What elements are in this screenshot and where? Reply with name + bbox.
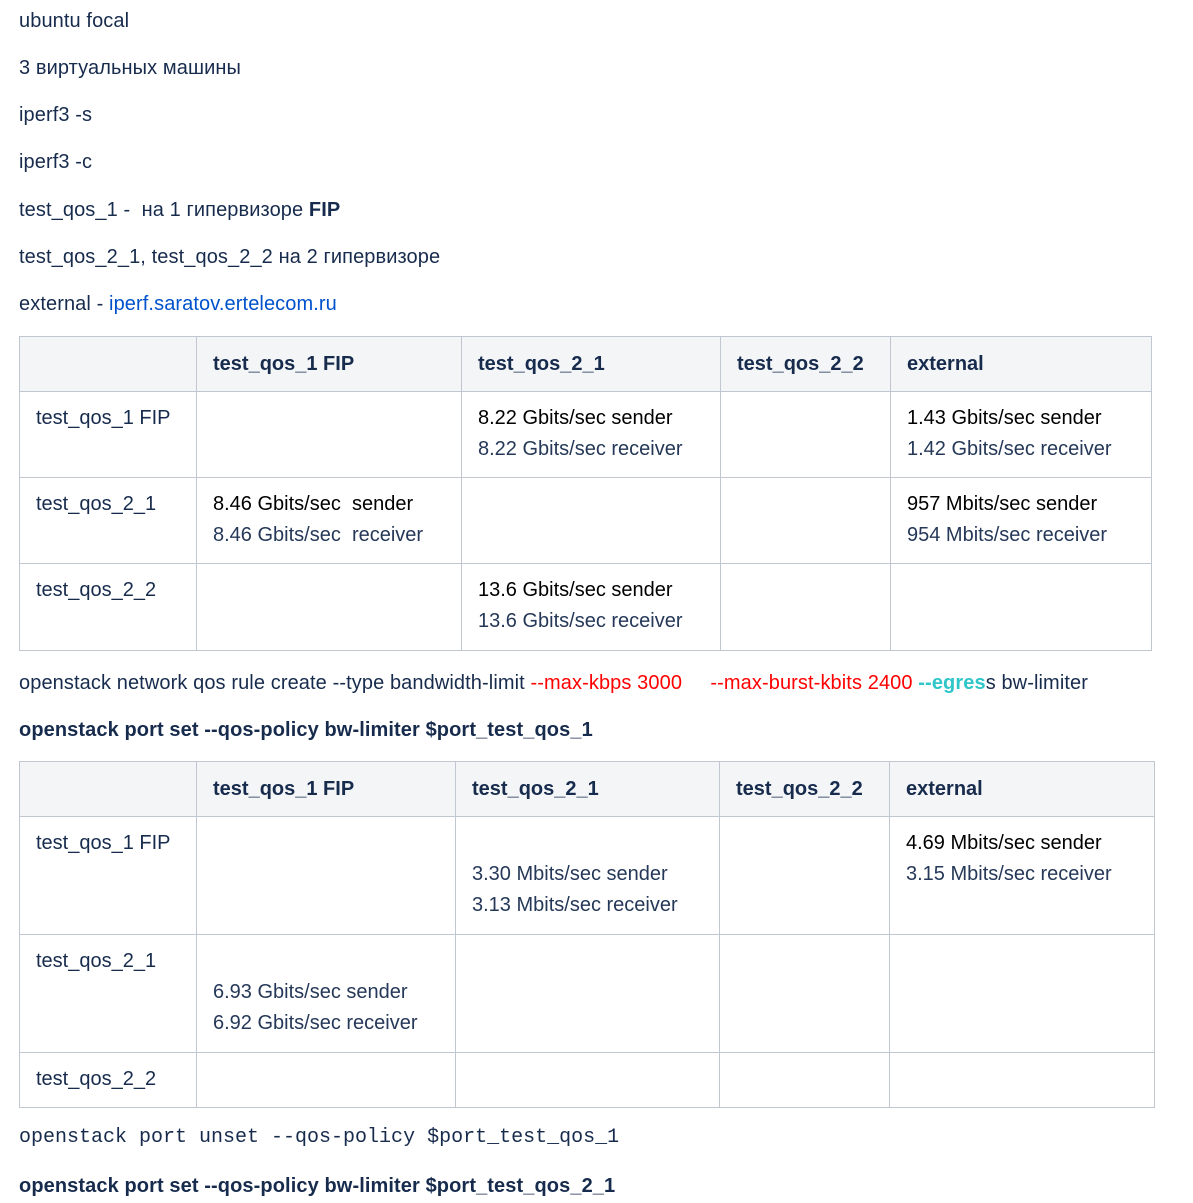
- vm1-line: [19, 198, 340, 222]
- qos-cmd-suffix: s bw-limiter: [985, 672, 1089, 694]
- sender-value: 4.69 Mbits/sec sender: [906, 832, 1102, 854]
- row-label: test_qos_1 FIP: [20, 392, 197, 478]
- table-cell: [721, 392, 891, 478]
- vm1-text: test_qos_1 - на 1 гипервизоре: [19, 199, 309, 221]
- results-table-qos: [19, 761, 1155, 1108]
- port-variable: $port_test_qos_2_1: [425, 1175, 616, 1197]
- external-link[interactable]: iperf.saratov.ertelecom.ru: [109, 293, 337, 315]
- receiver-value: 6.92 Gbits/sec receiver: [213, 1012, 418, 1034]
- table-cell: [720, 935, 890, 1053]
- qos-rule-create-line: [19, 671, 1088, 695]
- port-set-line-2: [19, 1174, 615, 1198]
- receiver-value: 8.46 Gbits/sec receiver: [213, 524, 424, 546]
- client-cmd-line: iperf3 -c: [19, 151, 93, 173]
- port-unset-code: openstack port unset --qos-policy $port_test_qos_1: [19, 1126, 620, 1149]
- table-cell: [891, 392, 1152, 478]
- receiver-value: 13.6 Gbits/sec receiver: [478, 610, 683, 632]
- table-cell: [197, 817, 456, 935]
- table-cell: [456, 817, 720, 935]
- row-label: test_qos_2_2: [20, 1053, 197, 1108]
- header-cell: test_qos_1 FIP: [197, 762, 456, 817]
- option-gap: [682, 672, 710, 694]
- table-cell: [197, 392, 462, 478]
- header-cell: [20, 337, 197, 392]
- table-cell: [197, 478, 462, 564]
- port-set-line-1: [19, 718, 593, 742]
- header-cell: test_qos_2_1: [462, 337, 721, 392]
- max-kbps-option: --max-kbps 3000: [530, 672, 683, 694]
- vm1-fip: FIP: [308, 199, 341, 221]
- sender-value: 13.6 Gbits/sec sender: [478, 579, 673, 601]
- table-cell: [456, 935, 720, 1053]
- receiver-value: 1.42 Gbits/sec receiver: [907, 438, 1112, 460]
- egress-option: --egres: [918, 672, 986, 694]
- table-cell: [890, 935, 1155, 1053]
- receiver-value: 954 Mbits/sec receiver: [907, 524, 1108, 546]
- receiver-value: 3.13 Mbits/sec receiver: [472, 894, 678, 916]
- table-cell: [197, 1053, 456, 1108]
- table-row: [20, 392, 1152, 478]
- table-cell: [890, 817, 1155, 935]
- table-cell: [721, 478, 891, 564]
- table-cell: [891, 564, 1152, 651]
- header-cell: external: [891, 337, 1152, 392]
- table-cell: [891, 478, 1152, 564]
- header-cell: external: [890, 762, 1155, 817]
- table-row: [20, 564, 1152, 651]
- sender-value: 6.93 Gbits/sec sender: [213, 981, 408, 1003]
- port-set-cmd: openstack port set --qos-policy bw-limiter: [19, 719, 426, 741]
- receiver-value: 3.15 Mbits/sec receiver: [906, 863, 1112, 885]
- sender-value: 957 Mbits/sec sender: [907, 493, 1098, 515]
- table-header-row: [20, 337, 1152, 392]
- header-cell: test_qos_1 FIP: [197, 337, 462, 392]
- sender-value: 1.43 Gbits/sec sender: [907, 407, 1102, 429]
- table-cell: [720, 817, 890, 935]
- table-cell: [462, 564, 721, 651]
- header-cell: test_qos_2_2: [720, 762, 890, 817]
- table-cell: [456, 1053, 720, 1108]
- table-row: [20, 1053, 1155, 1108]
- header-cell: test_qos_2_1: [456, 762, 720, 817]
- table-row: [20, 935, 1155, 1053]
- table-cell: [890, 1053, 1155, 1108]
- table-header-row: [20, 762, 1155, 817]
- receiver-value: 8.22 Gbits/sec receiver: [478, 438, 683, 460]
- row-label: test_qos_2_1: [20, 478, 197, 564]
- os-line: ubuntu focal: [19, 10, 130, 32]
- qos-cmd-prefix: openstack network qos rule create --type bandwidth-limit: [19, 672, 531, 694]
- row-label: test_qos_1 FIP: [20, 817, 197, 935]
- port-variable: $port_test_qos_1: [425, 719, 593, 741]
- max-burst-option: --max-burst-kbits 2400: [710, 672, 913, 694]
- sender-value: 3.30 Mbits/sec sender: [472, 863, 668, 885]
- table-cell: [462, 392, 721, 478]
- vm2-line: test_qos_2_1, test_qos_2_2 на 2 гипервизоре: [19, 246, 441, 268]
- port-set-cmd: openstack port set --qos-policy bw-limiter: [19, 1175, 426, 1197]
- table-cell: [721, 564, 891, 651]
- server-cmd-line: iperf3 -s: [19, 104, 93, 126]
- external-label: external -: [19, 293, 110, 315]
- table-cell: [197, 935, 456, 1053]
- sender-value: 8.46 Gbits/sec sender: [213, 493, 414, 515]
- table-cell: [462, 478, 721, 564]
- table-row: [20, 817, 1155, 935]
- row-label: test_qos_2_2: [20, 564, 197, 651]
- sender-value: 8.22 Gbits/sec sender: [478, 407, 673, 429]
- header-cell: test_qos_2_2: [721, 337, 891, 392]
- vm-count-line: 3 виртуальных машины: [19, 57, 242, 79]
- external-line: [19, 292, 337, 316]
- table-cell: [197, 564, 462, 651]
- results-table-no-qos: [19, 336, 1152, 651]
- table-cell: [720, 1053, 890, 1108]
- header-cell: [20, 762, 197, 817]
- row-label: test_qos_2_1: [20, 935, 197, 1053]
- table-row: [20, 478, 1152, 564]
